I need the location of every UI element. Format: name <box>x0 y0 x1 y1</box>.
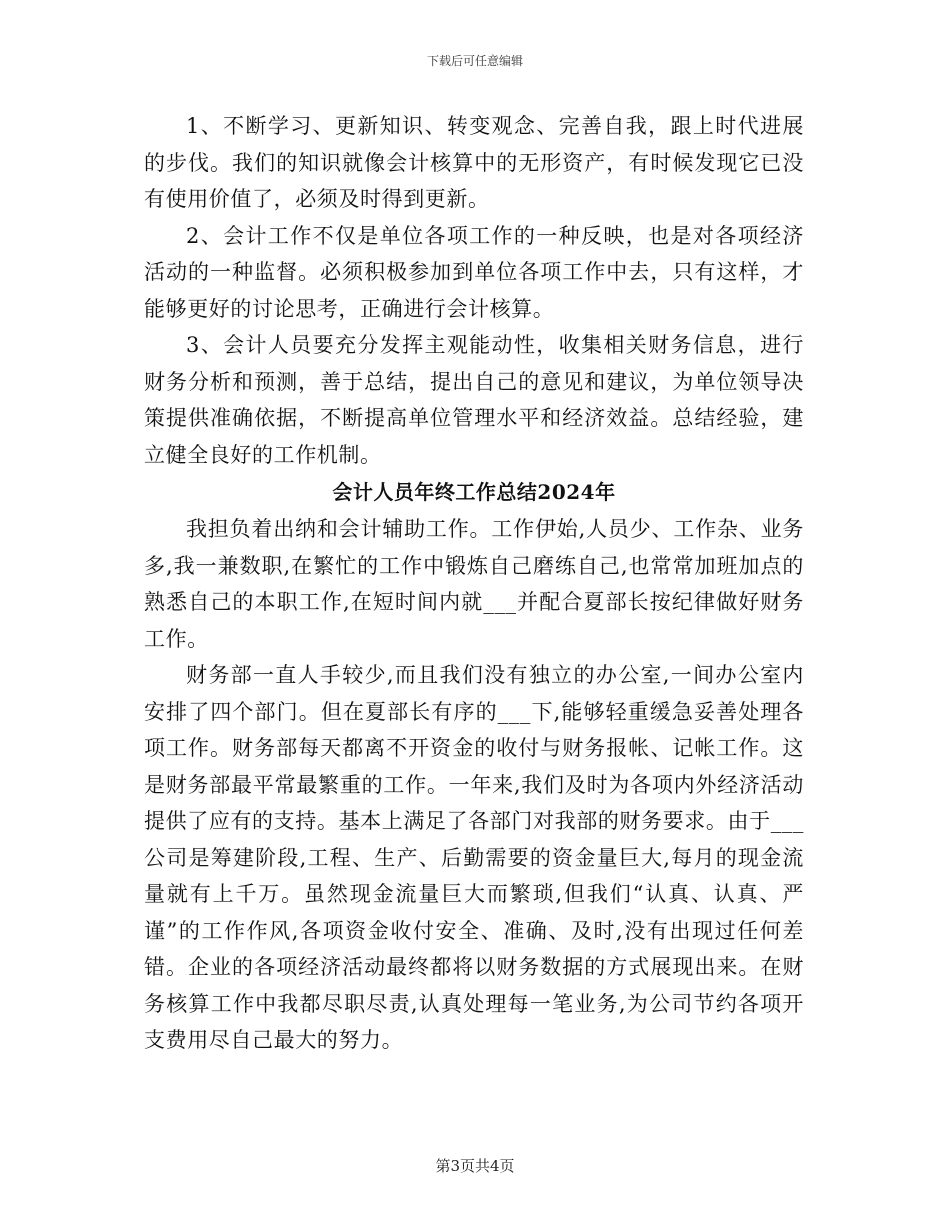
paragraph-2: 2、会计工作不仅是单位各项工作的一种反映，也是对各项经济活动的一种监督。必须积极参加到单位各项工作中去，只有这样，才能够更好的讨论思考，正确进行会计核算。 <box>144 223 804 321</box>
page-footer: 第3页共4页 <box>435 1157 515 1175</box>
paragraph-3: 3、会计人员要充分发挥主观能动性，收集相关财务信息，进行财务分析和预测，善于总结，提出自己的意见和建议，为单位领导决策提供准确依据，不断提高单位管理水平和经济效益。总结经验，建立健全良好的工作机制。 <box>144 333 804 467</box>
paragraph-1: 1、不断学习、更新知识、转变观念、完善自我，跟上时代进展的步伐。我们的知识就像会计核算中的无形资产，有时候发现它已没有使用价值了，必须及时得到更新。 <box>144 114 804 211</box>
section-title: 会计人员年终工作总结2024年 <box>332 480 616 504</box>
paragraph-4: 我担负着出纳和会计辅助工作。工作伊始,人员少、工作杂、业务多,我一兼数职,在繁忙的工作中锻炼自己磨练自己,也常常加班加点的熟悉自己的本职工作,在短时间内就___并配合夏部长按纪律做好财务工作。 <box>144 517 804 651</box>
document-body <box>144 108 804 1059</box>
paragraph-5: 财务部一直人手较少,而且我们没有独立的办公室,一间办公室内安排了四个部门。但在夏部长有序的___下,能够轻重缓急妥善处理各项工作。财务部每天都离不开资金的收付与财务报帐、记帐工作。这是财务部最平常最繁重的工作。一年来,我们及时为各项内外经济活动提供了应有的支持。基本上满足了各部门对我部的财务要求。由于___公司是筹建阶段,工程、生产、后勤需要的资金量巨大,每月的现金流量就有上千万。虽然现金流量巨大而繁琐,但我们“认真、认真、严谨”的工作作风,各项资金收付安全、准确、及时,没有出现过任何差错。企业的各项经济活动最终都将以财务数据的方式展现出来。在财务核算工作中我都尽职尽责,认真处理每一笔业务,为公司节约各项开支费用尽自己最大的努力。 <box>144 663 804 1052</box>
page-header: 下载后可任意编辑 <box>426 54 523 68</box>
